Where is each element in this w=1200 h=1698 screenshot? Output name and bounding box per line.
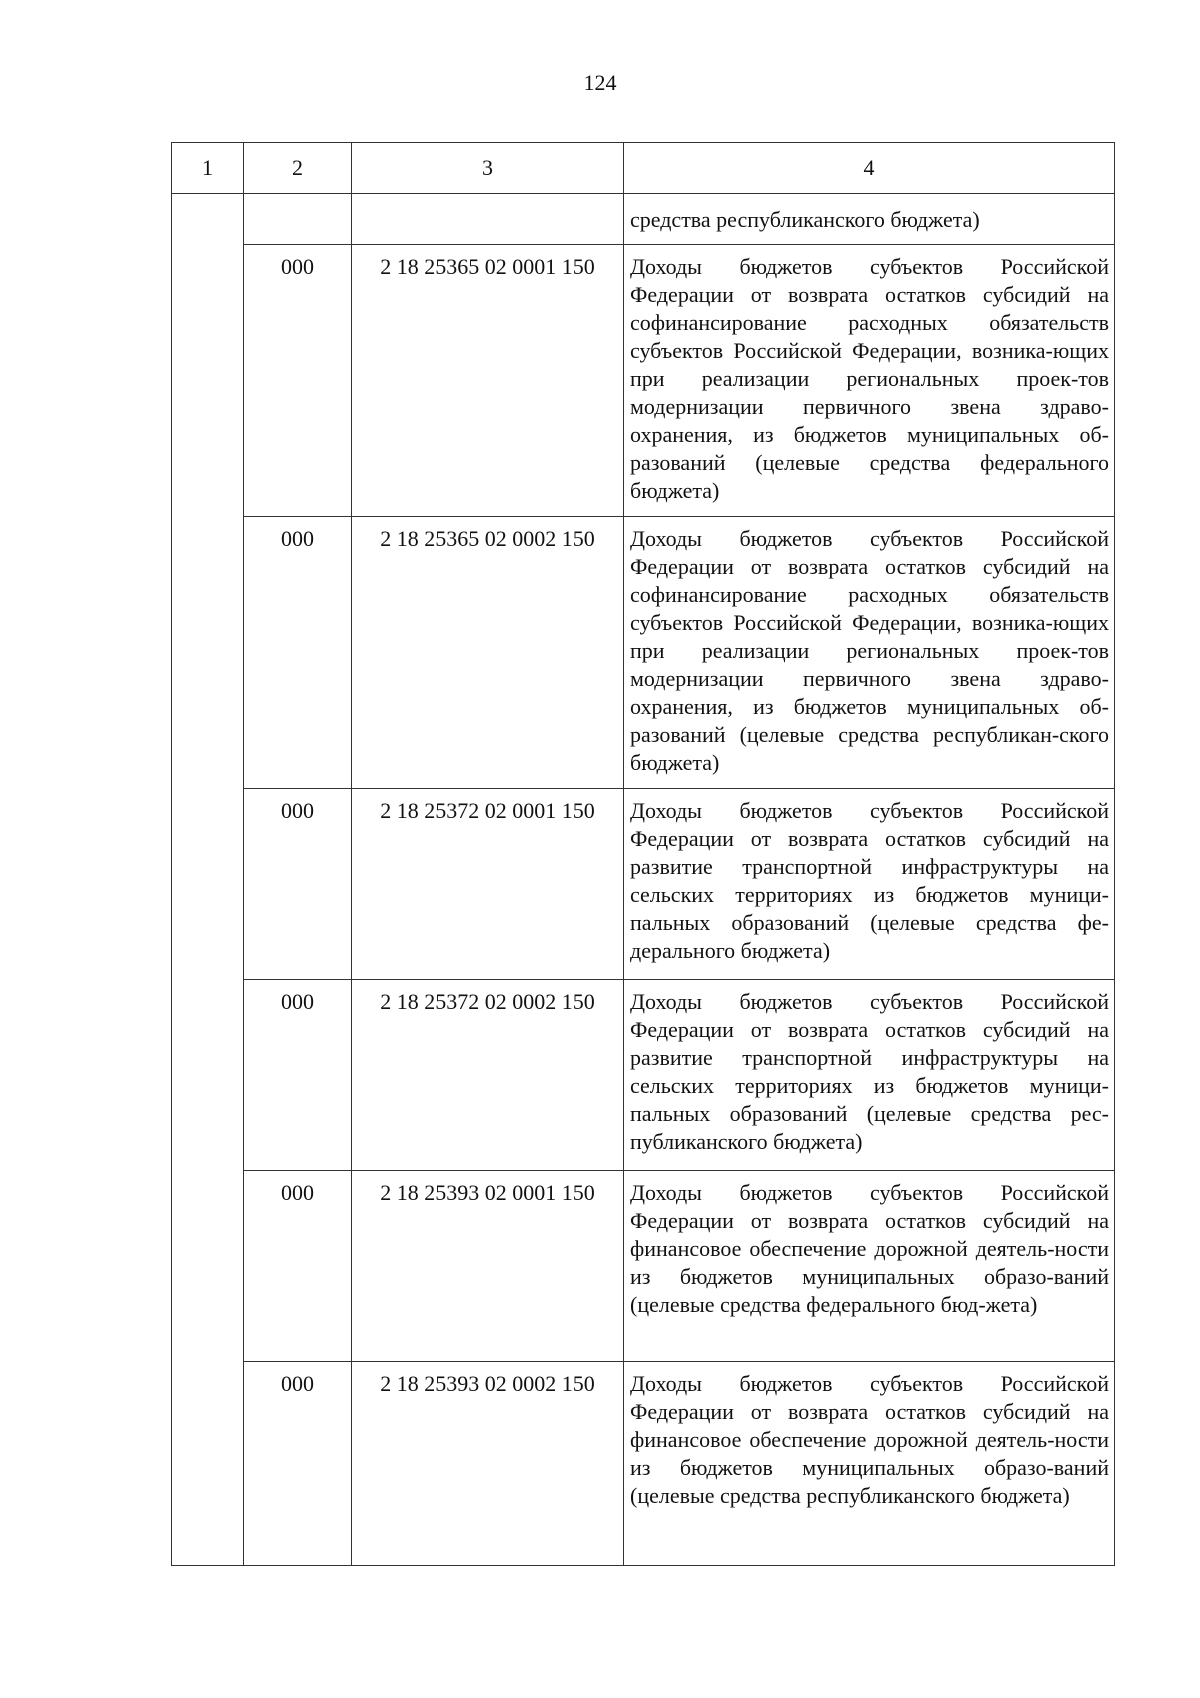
header-col-1: 1: [172, 143, 244, 194]
cell-description: Доходы бюджетов субъектов Российской Федерации от возврата остатков субсидий на развитие транспортной инфраструктуры на сельских территориях из бюджетов муници-пальных образований (целевые средства рес-публиканского бюджета): [624, 980, 1115, 1171]
merged-col-1-cell: [172, 194, 244, 1566]
table-row: [172, 1171, 1115, 1362]
cell-code: [352, 194, 624, 245]
cell-description: Доходы бюджетов субъектов Российской Федерации от возврата остатков субсидий на софинансирование расходных обязательств субъектов Российской Федерации, возника-ющих при реализации региональных проек-тов модернизации первичного звена здраво-охранения, из бюджетов муниципальных об-разований (целевые средства республикан-ского бюджета): [624, 517, 1115, 789]
table-row: [172, 517, 1115, 789]
cell-code: 2 18 25393 02 0002 150: [352, 1362, 624, 1566]
cell-admin: [244, 194, 352, 245]
cell-code: 2 18 25365 02 0002 150: [352, 517, 624, 789]
cell-description: Доходы бюджетов субъектов Российской Федерации от возврата остатков субсидий на софинансирование расходных обязательств субъектов Российской Федерации, возника-ющих при реализации региональных проек-тов модернизации первичного звена здраво-охранения, из бюджетов муниципальных об-разований (целевые средства федерального бюджета): [624, 245, 1115, 517]
table-row-continued: [172, 194, 1115, 245]
budget-table: [171, 142, 1115, 1566]
table-row: [172, 245, 1115, 517]
table-header: [172, 143, 1115, 194]
cell-admin: 000: [244, 245, 352, 517]
cell-description: Доходы бюджетов субъектов Российской Федерации от возврата остатков субсидий на финансовое обеспечение дорожной деятель-ности из бюджетов муниципальных образо-ваний (целевые средства республиканского бюджета): [624, 1362, 1115, 1566]
page-number: 124: [583, 70, 617, 95]
cell-code: 2 18 25372 02 0002 150: [352, 980, 624, 1171]
header-col-3: 3: [352, 143, 624, 194]
header-col-4: 4: [624, 143, 1115, 194]
table-row: [172, 980, 1115, 1171]
cell-description: Доходы бюджетов субъектов Российской Федерации от возврата остатков субсидий на развитие транспортной инфраструктуры на сельских территориях из бюджетов муници-пальных образований (целевые средства фе-дерального бюджета): [624, 789, 1115, 980]
cell-admin: 000: [244, 789, 352, 980]
cell-code: 2 18 25372 02 0001 150: [352, 789, 624, 980]
cell-description: Доходы бюджетов субъектов Российской Федерации от возврата остатков субсидий на финансовое обеспечение дорожной деятель-ности из бюджетов муниципальных образо-ваний (целевые средства федерального бюд-жета): [624, 1171, 1115, 1362]
table-body: [172, 194, 1115, 1566]
cell-admin: 000: [244, 1362, 352, 1566]
cell-code: 2 18 25365 02 0001 150: [352, 245, 624, 517]
table-row: [172, 789, 1115, 980]
cell-admin: 000: [244, 980, 352, 1171]
header-row: [172, 143, 1115, 194]
cell-code: 2 18 25393 02 0001 150: [352, 1171, 624, 1362]
cell-admin: 000: [244, 517, 352, 789]
table-row: [172, 1362, 1115, 1566]
cell-description: средства республиканского бюджета): [624, 194, 1115, 245]
header-col-2: 2: [244, 143, 352, 194]
cell-admin: 000: [244, 1171, 352, 1362]
